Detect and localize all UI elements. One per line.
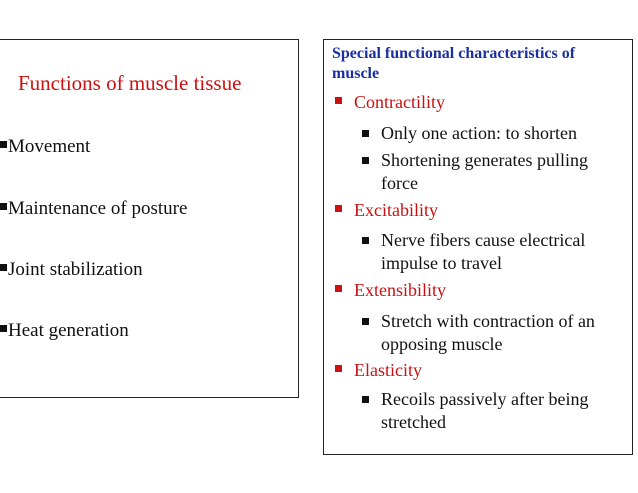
functions-title: Functions of muscle tissue: [18, 71, 242, 95]
bullet-square-icon: [362, 130, 369, 137]
bullet-square-icon: [0, 141, 7, 148]
bullet-square-icon: [335, 205, 342, 212]
bullet-square-icon: [0, 264, 7, 271]
characteristic-point-text: Stretch with contraction of an opposing muscle: [381, 311, 595, 354]
function-item-label: Movement: [8, 136, 91, 157]
characteristic-excitability: [335, 200, 438, 221]
function-item-movement: [0, 136, 90, 158]
bullet-square-icon: [0, 325, 7, 332]
characteristic-point: [362, 229, 626, 275]
function-item-label: Joint stabilization: [8, 259, 143, 280]
bullet-square-icon: [335, 365, 342, 372]
characteristic-point: [362, 122, 626, 145]
bullet-square-icon: [0, 203, 7, 210]
characteristics-heading: Special functional characteristics of muscle: [332, 45, 576, 82]
characteristic-label: Excitability: [354, 200, 438, 220]
bullet-square-icon: [362, 396, 369, 403]
bullet-square-icon: [335, 285, 342, 292]
function-item-label: Maintenance of posture: [8, 198, 188, 219]
bullet-square-icon: [362, 157, 369, 164]
characteristic-point-text: Only one action: to shorten: [381, 123, 577, 143]
characteristic-point-text: Shortening generates pulling force: [381, 150, 588, 193]
bullet-square-icon: [362, 237, 369, 244]
function-item-heat: [0, 320, 129, 342]
characteristic-elasticity: [335, 360, 422, 381]
function-item-posture: [0, 198, 187, 220]
characteristic-point-text: Recoils passively after being stretched: [381, 389, 589, 432]
characteristic-point-text: Nerve fibers cause electrical impulse to travel: [381, 230, 586, 273]
characteristic-label: Elasticity: [354, 360, 422, 380]
function-item-label: Heat generation: [8, 320, 129, 341]
characteristic-point: [362, 310, 626, 356]
characteristic-extensibility: [335, 280, 446, 301]
bullet-square-icon: [362, 318, 369, 325]
characteristic-point: [362, 388, 626, 434]
characteristic-point: [362, 149, 626, 195]
bullet-square-icon: [335, 97, 342, 104]
characteristic-contractility: [335, 92, 445, 113]
function-item-joint: [0, 259, 143, 281]
characteristic-label: Extensibility: [354, 280, 446, 300]
characteristic-label: Contractility: [354, 92, 445, 112]
